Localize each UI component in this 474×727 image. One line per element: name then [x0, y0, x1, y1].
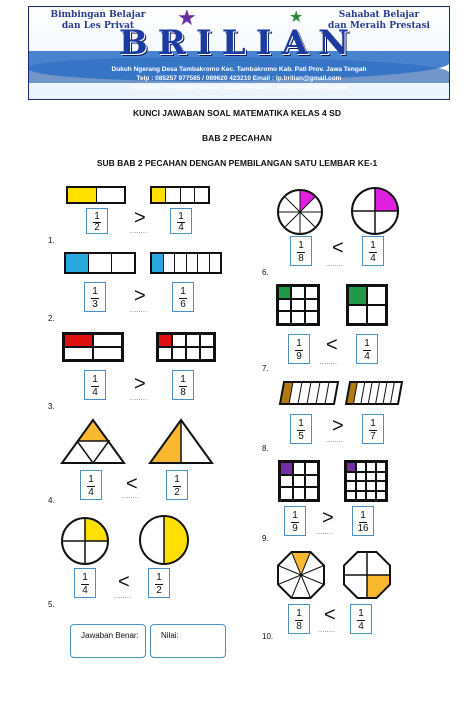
fraction-bar [64, 252, 136, 274]
comparison-symbol: < [324, 604, 336, 626]
fraction-bar [150, 252, 222, 274]
grid-shape [344, 460, 388, 502]
comparison-symbol: < [118, 571, 130, 593]
triangle-shape [60, 416, 126, 466]
parallelogram-shape [344, 380, 404, 406]
fraction-box: 1 4 [74, 568, 96, 598]
comparison-symbol: < [126, 473, 138, 495]
fraction-bar [150, 186, 210, 204]
question-number: 10. [262, 632, 274, 641]
circle-shape [60, 516, 110, 566]
fraction-box: 1 9 [284, 506, 306, 536]
question-number: 3. [48, 402, 55, 411]
answer-dots: ........ [326, 262, 344, 268]
fraction-box: 1 4 [80, 470, 102, 500]
fraction-box: 1 6 [172, 282, 194, 312]
question-number: 4. [48, 496, 55, 505]
comparison-symbol: > [134, 207, 146, 229]
fraction-bar [66, 186, 126, 204]
question-number: 1. [48, 236, 55, 245]
octagon-shape [276, 550, 326, 600]
fraction-box: 1 2 [148, 568, 170, 598]
answer-dots: ........ [130, 229, 148, 235]
star-icon: ★ [177, 6, 197, 30]
fraction-bar [62, 332, 124, 362]
answer-dots: ........ [318, 628, 336, 634]
fraction-box: 1 2 [166, 470, 188, 500]
grid-shape [278, 460, 320, 502]
star-icon: ★ [289, 9, 304, 26]
fraction-box: 1 7 [362, 414, 384, 444]
fraction-box: 1 4 [362, 236, 384, 266]
comparison-symbol: > [134, 285, 146, 307]
fraction-box: 1 8 [288, 604, 310, 634]
comparison-symbol: > [322, 507, 334, 529]
question-number: 2. [48, 314, 55, 323]
header-banner [28, 6, 450, 100]
page-title: KUNCI JAWABAN SOAL MATEMATIKA KELAS 4 SD [133, 108, 341, 118]
subchapter-title: SUB BAB 2 PECAHAN DENGAN PEMBILANGAN SATU LEMBAR KE-1 [96, 158, 378, 168]
fraction-box: 1 4 [350, 604, 372, 634]
fraction-box: 1 9 [288, 334, 310, 364]
question-number: 7. [262, 364, 269, 373]
question-number: 8. [262, 444, 269, 453]
chapter-title: BAB 2 PECAHAN [202, 133, 272, 143]
octagon-shape [342, 550, 392, 600]
answer-correct-field[interactable]: Jawaban Benar: [70, 624, 146, 658]
fraction-box: 1 8 [172, 370, 194, 400]
fraction-box: 1 3 [84, 282, 106, 312]
fraction-box: 1 4 [356, 334, 378, 364]
answer-dots: ........ [122, 494, 140, 500]
parallelogram-shape [278, 380, 340, 406]
right-tagline: Sahabat Belajar dan Meraih Prestasi [328, 10, 430, 31]
answer-dots: ........ [320, 360, 338, 366]
answer-dots: ........ [130, 396, 148, 402]
grid-shape [276, 284, 320, 326]
question-number: 6. [262, 268, 269, 277]
comparison-symbol: < [332, 237, 344, 259]
circle-shape [276, 188, 324, 236]
answer-dots: ........ [316, 530, 334, 536]
answer-dots: ........ [114, 594, 132, 600]
answer-dots: ........ [326, 438, 344, 444]
fraction-box: 1 4 [84, 370, 106, 400]
fraction-bar [156, 332, 216, 362]
brand-logo: BRILIAN [118, 23, 360, 63]
score-field[interactable]: Nilai: [150, 624, 226, 658]
answer-dots: ........ [130, 308, 148, 314]
fraction-box: 1 5 [290, 414, 312, 444]
comparison-symbol: < [326, 334, 338, 356]
question-number: 9. [262, 534, 269, 543]
fraction-box: 1 2 [86, 208, 108, 234]
fraction-box: 1 16 [352, 506, 374, 536]
contact-info: Dukuh Ngerang Desa Tambakromo Kec. Tambakromo Kab. Pati Prov. Jawa Tengah Telp : 085257 977585 / 089620 423210 Email : lp.brilian@gmail.com Facebook : Bimbingan Belajar Brilian Website : www.bimbelbrilian.com [111, 66, 367, 91]
fraction-box: 1 8 [290, 236, 312, 266]
circle-shape [350, 186, 400, 236]
circle-shape [138, 514, 190, 566]
fraction-box: 1 4 [170, 208, 192, 234]
comparison-symbol: > [134, 373, 146, 395]
triangle-shape [148, 416, 214, 466]
left-tagline: Bimbingan Belajar dan Les Privat [50, 10, 146, 31]
question-number: 5. [48, 600, 55, 609]
grid-shape [346, 284, 388, 326]
comparison-symbol: > [332, 415, 344, 437]
